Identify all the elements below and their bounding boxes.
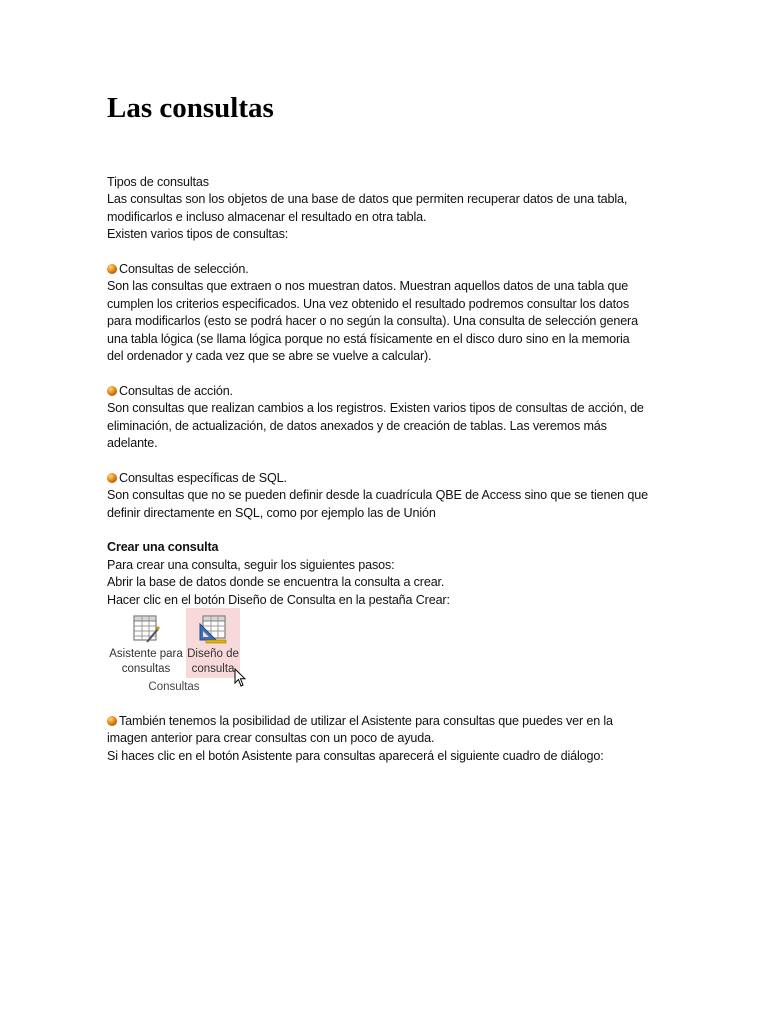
intro-line: Tipos de consultas — [107, 175, 209, 189]
paragraph-line: definir directamente en SQL, como por ejemplo las de Unión — [107, 505, 436, 520]
paragraph-line: Abrir la base de datos donde se encuentra la consulta a crear. — [107, 575, 445, 590]
query-design-button[interactable] — [186, 608, 240, 678]
query-design-icon — [198, 614, 228, 644]
orange-bullet-icon — [107, 473, 117, 483]
paragraph-line: para modificarlos (esto se podrá hacer o no según la consulta). Una consulta de selección genera — [107, 314, 638, 329]
query-wizard-icon — [131, 614, 161, 644]
orange-bullet-icon — [107, 716, 117, 726]
intro-line: Las consultas son los objetos de una base de datos que permiten recuperar datos de una tabla, — [107, 192, 628, 207]
paragraph-line: Son las consultas que extraen o nos muestran datos. Muestran aquellos datos de una tabla que — [107, 279, 629, 294]
intro-line: Existen varios tipos de consultas: — [107, 227, 289, 242]
outro-line: También tenemos la posibilidad de utilizar el Asistente para consultas que puedes ver en la — [107, 713, 667, 730]
paragraph-line: del ordenador y cada vez que se abre se vuelve a calcular). — [107, 349, 432, 364]
section-heading-sql: Consultas específicas de SQL. — [107, 470, 667, 487]
paragraph-line: adelante. — [107, 436, 158, 451]
create-query-heading: Crear una consulta — [107, 540, 219, 555]
paragraph-line: cumplen los criterios especificados. Una vez obtenido el resultado podremos consultar los datos — [107, 296, 629, 311]
paragraph-line: Son consultas que realizan cambios a los registros. Existen varios tipos de consultas de acción, de — [107, 401, 644, 416]
paragraph-line: eliminación, de actualización, de datos anexados y de creación de tablas. Las veremos más — [107, 418, 607, 433]
outro-line: imagen anterior para crear consultas con un poco de ayuda. — [107, 731, 435, 746]
orange-bullet-icon — [107, 386, 117, 396]
ribbon-queries-group — [107, 608, 247, 700]
paragraph-line: Hacer clic en el botón Diseño de Consulta en la pestaña Crear: — [107, 592, 450, 607]
document-body — [107, 174, 667, 609]
query-wizard-label-2: consultas — [121, 663, 171, 675]
section-heading-seleccion: Consultas de selección. — [107, 261, 667, 278]
page-title: Las consultas — [107, 92, 274, 124]
query-wizard-button[interactable] — [107, 608, 185, 678]
paragraph-line: una tabla lógica (se llama lógica porque no está físicamente en el disco duro sino en la memoria — [107, 331, 630, 346]
section-heading-accion: Consultas de acción. — [107, 383, 667, 400]
outro-body — [107, 713, 667, 765]
query-design-label-2: consulta — [191, 663, 235, 675]
query-wizard-label-1: Asistente para — [109, 648, 183, 660]
paragraph-line: Son consultas que no se pueden definir desde la cuadrícula QBE de Access sino que se tienen que — [107, 488, 648, 503]
intro-line: modificarlos e incluso almacenar el resultado en otra tabla. — [107, 209, 427, 224]
outro-line: Si haces clic en el botón Asistente para consultas aparecerá el siguiente cuadro de diálogo: — [107, 748, 604, 763]
orange-bullet-icon — [107, 264, 117, 274]
ribbon-group-label: Consultas — [148, 681, 200, 693]
query-design-label-1: Diseño de — [187, 648, 239, 660]
paragraph-line: Para crear una consulta, seguir los siguientes pasos: — [107, 557, 395, 572]
